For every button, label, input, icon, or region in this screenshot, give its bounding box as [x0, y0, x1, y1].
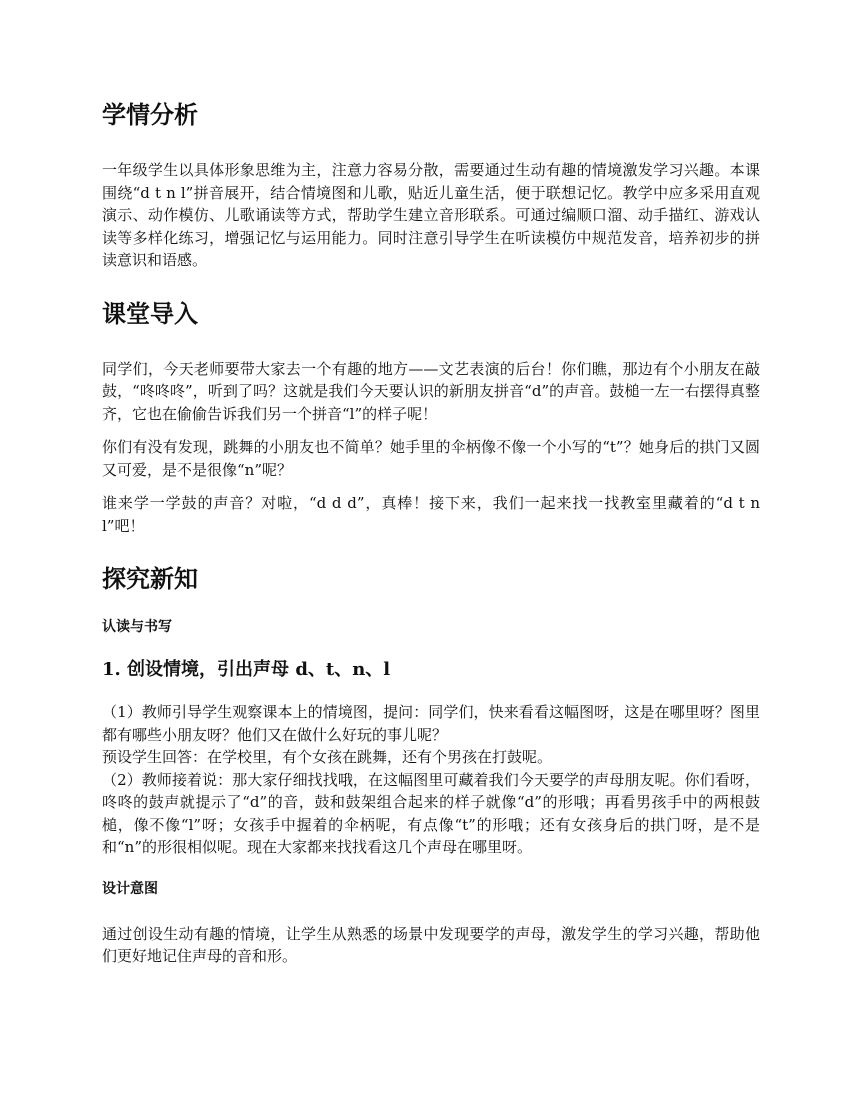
- section-title-explore: 探究新知: [102, 565, 198, 593]
- explore-line-1: （1）教师引导学生观察课本上的情境图，提问：同学们，快来看看这幅图呀，这是在哪里呀？图里都有哪些小朋友呀？他们又在做什么好玩的事儿呢？: [102, 703, 760, 744]
- intro-paragraph-1: 同学们，今天老师要带大家去一个有趣的地方——文艺表演的后台！你们瞧，那边有个小朋友在敲鼓，“咚咚咚”，听到了吗？这就是我们今天要认识的新朋友拼音“d”的声音。鼓槌一左一右摆得真整齐，它也在偷偷告诉我们另一个拼音“l”的样子呢！: [102, 359, 760, 423]
- explore-step-title: 1. 创设情境，引出声母 d、t、n、l: [102, 659, 391, 680]
- explore-line-2: 预设学生回答：在学校里，有个女孩在跳舞，还有个男孩在打鼓呢。: [102, 748, 553, 766]
- explore-step-body: [102, 701, 760, 859]
- explore-subtitle: 认读与书写: [102, 619, 172, 635]
- intro-paragraph-3: 谁来学一学鼓的声音？对啦，“d d d”，真棒！接下来，我们一起来找一找教室里藏着的“d t n l”吧！: [102, 494, 760, 535]
- section-title-analysis: 学情分析: [102, 101, 198, 129]
- explore-line-3: （2）教师接着说：那大家仔细找找哦，在这幅图里可藏着我们今天要学的声母朋友呢。你们看呀，咚咚的鼓声就提示了“d”的音，鼓和鼓架组合起来的样子就像“d”的形哦；再看男孩手中的两根鼓槌，像不像“l”呀；女孩手中握着的伞柄呢，有点像“t”的形哦；还有女孩身后的拱门呀，是不是和“n”的形很相似呢。现在大家都来找找看这几个声母在哪里呀。: [102, 770, 760, 856]
- analysis-paragraph: 一年级学生以具体形象思维为主，注意力容易分散，需要通过生动有趣的情境激发学习兴趣。本课围绕“d t n l”拼音展开，结合情境图和儿歌，贴近儿童生活，便于联想记忆。教学中应多采用直观演示、动作模仿、儿歌诵读等方式，帮助学生建立音形联系。可通过编顺口溜、动手描红、游戏认读等多样化练习，增强记忆与运用能力。同时注意引导学生在听读模仿中规范发音，培养初步的拼读意识和语感。: [102, 161, 760, 269]
- design-intent-title: 设计意图: [102, 880, 158, 897]
- design-intent-paragraph: 通过创设生动有趣的情境，让学生从熟悉的场景中发现要学的声母，激发学生的学习兴趣，帮助他们更好地记住声母的音和形。: [102, 924, 760, 965]
- intro-paragraph-2: 你们有没有发现，跳舞的小朋友也不简单？她手里的伞柄像不像一个小写的“t”？她身后的拱门又圆又可爱，是不是很像“n”呢？: [102, 438, 760, 479]
- section-title-intro: 课堂导入: [102, 299, 198, 328]
